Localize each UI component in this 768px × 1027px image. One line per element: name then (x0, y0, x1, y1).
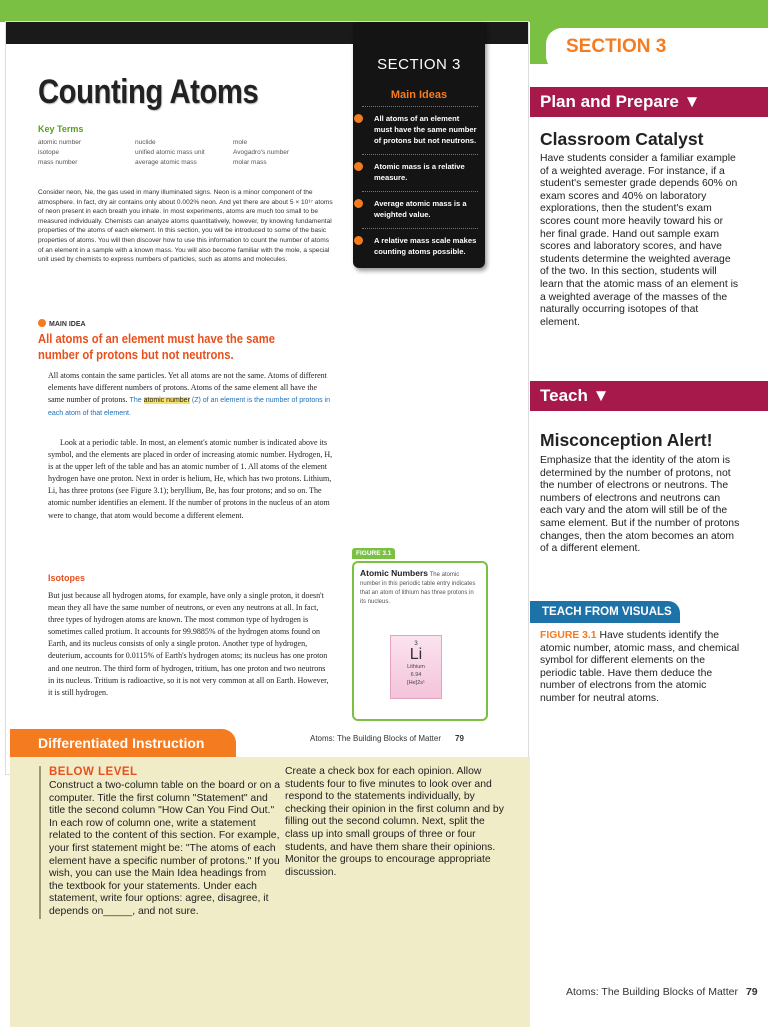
catalyst-text: Have students consider a familiar example of a weighted average. For instance, if a student's semester grade depends 60% on exam scores and 40% on laboratory explorations, then the student's exam scores count more heavily toward his or her final grade. Hand out sample exam scores and laboratory scores, and have students determine the weighted average of the two. In this section, students will learn that the atomic mass of an element is a weighted average of the masses of the naturally occurring isotopes of that element. (540, 153, 739, 328)
intro-paragraph: Consider neon, Ne, the gas used in many illuminated signs. Neon is a minor component of the atmosphere. In fact, dry air contains only about 0.002% neon. And yet there are about 5 × 10¹⁷ atoms of neon present in each breath you inhale. In most experiments, atoms are much too small to be measured individually. Chemists can analyze atoms quantitatively, however, by knowing fundamental properties of the atoms of each element. In this section, you will be introduced to some of the basic properties of atoms. You will then discover how to use this information to count the number of atoms of an element in a sample with a known mass. You will also become familiar with the mole, a special unit used by chemists to express numbers of particles, such as atoms and molecules. (38, 189, 333, 264)
key-term[interactable]: mass number (38, 159, 78, 166)
main-idea-item[interactable]: Average atomic mass is a weighted value. (362, 191, 478, 228)
main-idea-item[interactable]: Atomic mass is a relative measure. (362, 154, 478, 191)
key-term[interactable]: atomic number (38, 139, 81, 146)
body-paragraph: Look at a periodic table. In most, an element's atomic number is indicated above its symbol, and the elements are placed in order of increasing atomic number. Hydrogen, H, is at the upper left of the table and has an atomic number of 1. All atoms of the element hydrogen have one proton. Next in order is helium, He, which has two protons. Lithium, Li, has three protons (see Figure 3.1); beryllium, Be, has four protons; and so on. The atomic number identifies an element. If the number of protons in the nucleus of an atom were to change, that atom would become a different element. (48, 438, 333, 520)
arrow-bullet-icon (354, 199, 363, 208)
highlighted-term[interactable]: atomic number (143, 397, 190, 405)
below-level-heading: BELOW LEVEL (49, 766, 138, 778)
differentiated-instruction-bar: Differentiated Instruction (10, 729, 236, 757)
figure-label: FIGURE 3.1 (352, 548, 395, 559)
arrow-bullet-icon (354, 114, 363, 123)
key-term[interactable]: isotope (38, 149, 59, 156)
arrow-bullet-icon (354, 162, 363, 171)
periodic-table-entry: 3 Li Lithium 6.94 [He]2s¹ (390, 635, 442, 699)
teach-from-visuals-bar: TEACH FROM VISUALS (530, 601, 680, 623)
figure-caption: Atomic Numbers The atomic number in this periodic table entry indicates that an atom of lithium has three protons in its nucleus. (360, 568, 476, 605)
section-label: SECTION 3 (377, 56, 461, 73)
below-level-text: Construct a two-column table on the board or on a computer. Title the first column "Statement" and title the second column "How Can You Find Out." In each row of column one, write a statement related to the content of this section. For example, your first statement might be: "The atoms of each element have a specific number of protons." If you wish, you can use the Main Idea headings from the textbook for your statements. Under each statement, write four options: agree, disagree, it depends on_____, and not sure. (49, 780, 281, 917)
teach-from-visuals-text: FIGURE 3.1 Have students identify the atomic number, atomic mass, and chemical symbol for different elements on the periodic table. Have them deduce the number of electrons from the atomic number for neutral atoms. (540, 630, 740, 704)
key-term[interactable]: nuclide (135, 139, 156, 146)
student-page-footer: Atoms: The Building Blocks of Matter 79 (310, 734, 464, 743)
page-number: 79 (745, 986, 758, 998)
teacher-page-footer: Atoms: The Building Blocks of Matter 79 (566, 986, 758, 998)
main-idea-item[interactable]: A relative mass scale makes counting atoms possible. (362, 228, 478, 265)
misconception-text: Emphasize that the identity of the atom is determined by the number of protons, not the number of electrons or neutrons. The numbers of electrons and neutrons can each vary and the atom will still be of the same element. But if the number of protons changes, then the atom becomes an atom of a different element. (540, 455, 740, 555)
main-idea-icon (38, 319, 46, 327)
arrow-bullet-icon (354, 236, 363, 245)
misconception-heading: Misconception Alert! (540, 430, 713, 450)
page-title: Counting Atoms (38, 73, 259, 111)
main-idea-tag: MAIN IDEA (38, 319, 86, 328)
key-terms-label: Key Terms (38, 124, 84, 134)
page-number: 79 (455, 734, 464, 743)
catalyst-heading: Classroom Catalyst (540, 129, 704, 149)
key-term[interactable]: unified atomic mass unit (135, 149, 205, 156)
key-term[interactable]: average atomic mass (135, 159, 197, 166)
differentiated-right-text: Create a check box for each opinion. Allow students four to five minutes to look over and respond to the statements individually, by checking their opinion in the first column and by filling out the second column. Next, split the class up into small groups of three or four students, and have them share their opinions. Monitor the groups to encourage appropriate discussion. (285, 766, 504, 878)
body-paragraph: But just because all hydrogen atoms, for example, have only a single proton, it doesn't mean they all have the same number of neutrons, or even any neutrons at all. In fact, three types of hydrogen atoms are known. The most common type of hydrogen is sometimes called protium. It accounts for 99.9885% of the hydrogen atoms found on Earth, and its nucleus consists of only a single proton. Another type of hydrogen, deuterium, accounts for 0.0115% of Earth's hydrogen atoms; its nucleus has one proton and one neutron. The third form of hydrogen, tritium, has one proton and two neutrons in its nucleus. Tritium is radioactive, so it is not very common at all on Earth. However, it is still hydrogen. (48, 591, 329, 697)
isotopes-heading: Isotopes (48, 573, 86, 583)
main-idea-item[interactable]: All atoms of an element must have the same number of protons but not neutrons. (362, 106, 478, 154)
key-terms-column (135, 138, 205, 168)
figure-box (352, 561, 488, 721)
main-ideas-list (362, 106, 478, 265)
key-term[interactable]: Avogadro's number (233, 149, 290, 156)
plan-prepare-bar[interactable]: Plan and Prepare ▼ (530, 87, 768, 117)
teach-bar[interactable]: Teach ▼ (530, 381, 768, 411)
key-terms-column (38, 138, 81, 168)
main-idea-heading: All atoms of an element must have the same number of protons but not neutrons. (38, 332, 275, 362)
key-term[interactable]: molar mass (233, 159, 267, 166)
below-level-column (39, 766, 282, 919)
key-terms-column (233, 138, 289, 168)
body-paragraph: All atoms contain the same particles. Yet all atoms are not the same. Atoms of different elements have different numbers of protons. Atoms of the same element all have the same number of protons. The atomic number (Z) of an element is the number of protons in each atom of that element. (48, 371, 331, 418)
section-main-ideas-box (353, 22, 485, 268)
key-term[interactable]: mole (233, 139, 248, 146)
section-tab: SECTION 3 (546, 28, 768, 72)
main-ideas-label: Main Ideas (390, 89, 448, 101)
